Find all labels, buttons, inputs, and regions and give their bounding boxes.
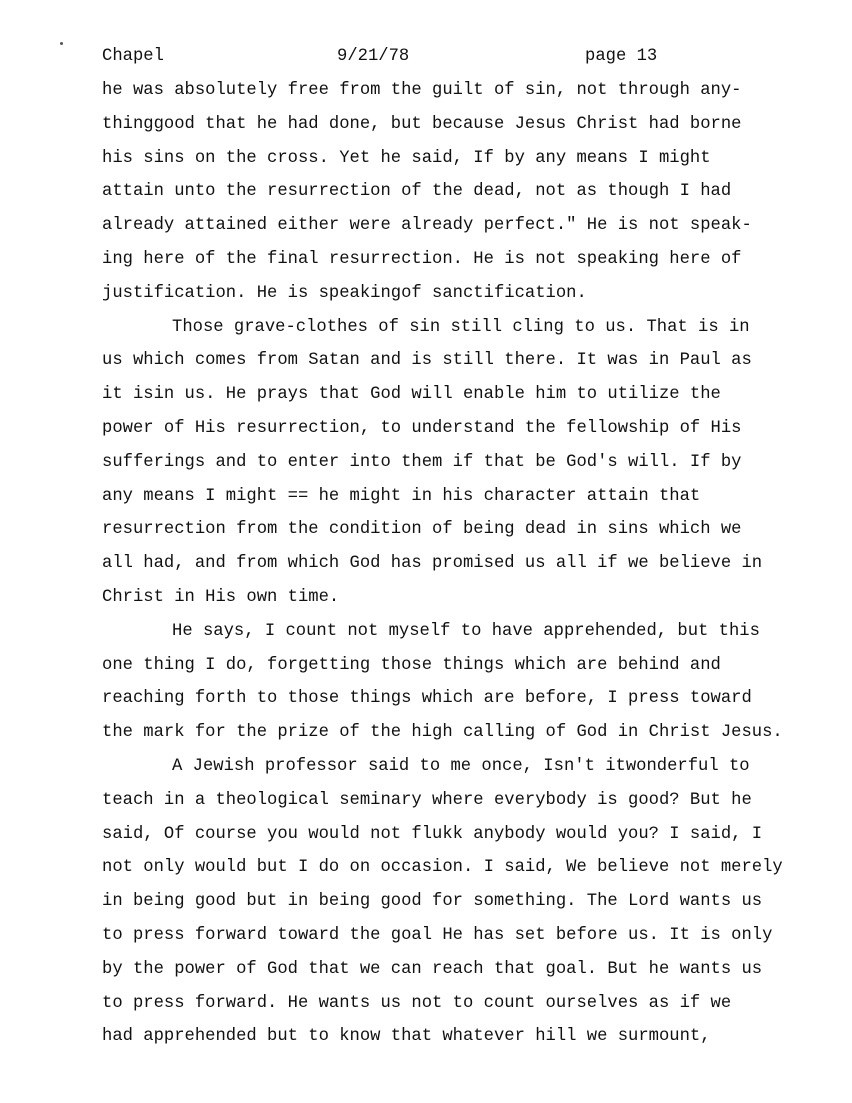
text-line: all had, and from which God has promised us all if we believe in <box>102 554 763 574</box>
text-line: already attained either were already perfect." He is not speak- <box>102 216 752 236</box>
text-line: Christ in His own time. <box>102 588 340 607</box>
header-page-number: page 13 <box>585 47 658 66</box>
text-line: justification. He is speakingof sanctification. <box>102 283 587 303</box>
text-line: it isin us. He prays that God will enable him to utilize the <box>102 385 721 405</box>
text-line: one thing I do, forgetting those things which are behind and <box>102 655 721 675</box>
text-line: A Jewish professor said to me once, Isn't itwonderful to <box>172 757 750 776</box>
text-line: had apprehended but to know that whatever hill we surmount, <box>102 1027 711 1047</box>
text-line: power of His resurrection, to understand the fellowship of His <box>102 419 742 438</box>
text-line: teach in a theological seminary where everybody is good? But he <box>102 790 752 810</box>
text-line: thinggood that he had done, but because Jesus Christ had borne <box>102 114 742 134</box>
text-line: reaching forth to those things which are before, I press toward <box>102 689 752 709</box>
text-line: resurrection from the condition of being dead in sins which we <box>102 520 742 540</box>
scan-speck <box>60 42 63 45</box>
text-line: by the power of God that we can reach that goal. But he wants us <box>102 959 763 979</box>
text-line: the mark for the prize of the high calling of God in Christ Jesus. <box>102 723 783 743</box>
text-line: Those grave-clothes of sin still cling to us. That is in <box>172 317 750 337</box>
header-title: Chapel <box>102 47 164 66</box>
text-line: not only would but I do on occasion. I said, We believe not merely <box>102 858 783 878</box>
text-line: any means I might == he might in his character attain that <box>102 486 701 506</box>
text-line: attain unto the resurrection of the dead, not as though I had <box>102 182 732 202</box>
text-line: us which comes from Satan and is still there. It was in Paul as <box>102 351 752 371</box>
text-line: to press forward toward the goal He has set before us. It is only <box>102 926 773 945</box>
text-line: he was absolutely free from the guilt of sin, not through any- <box>102 81 742 100</box>
text-line: sufferings and to enter into them if that be God's will. If by <box>102 452 742 472</box>
text-line: He says, I count not myself to have apprehended, but this <box>172 621 760 641</box>
text-line: ing here of the final resurrection. He is not speaking here of <box>102 250 742 269</box>
header-date: 9/21/78 <box>337 47 410 66</box>
text-line: said, Of course you would not flukk anybody would you? I said, I <box>102 824 763 844</box>
text-line: his sins on the cross. Yet he said, If by any means I might <box>102 148 711 168</box>
text-line: in being good but in being good for something. The Lord wants us <box>102 892 763 912</box>
text-line: to press forward. He wants us not to count ourselves as if we <box>102 993 732 1013</box>
